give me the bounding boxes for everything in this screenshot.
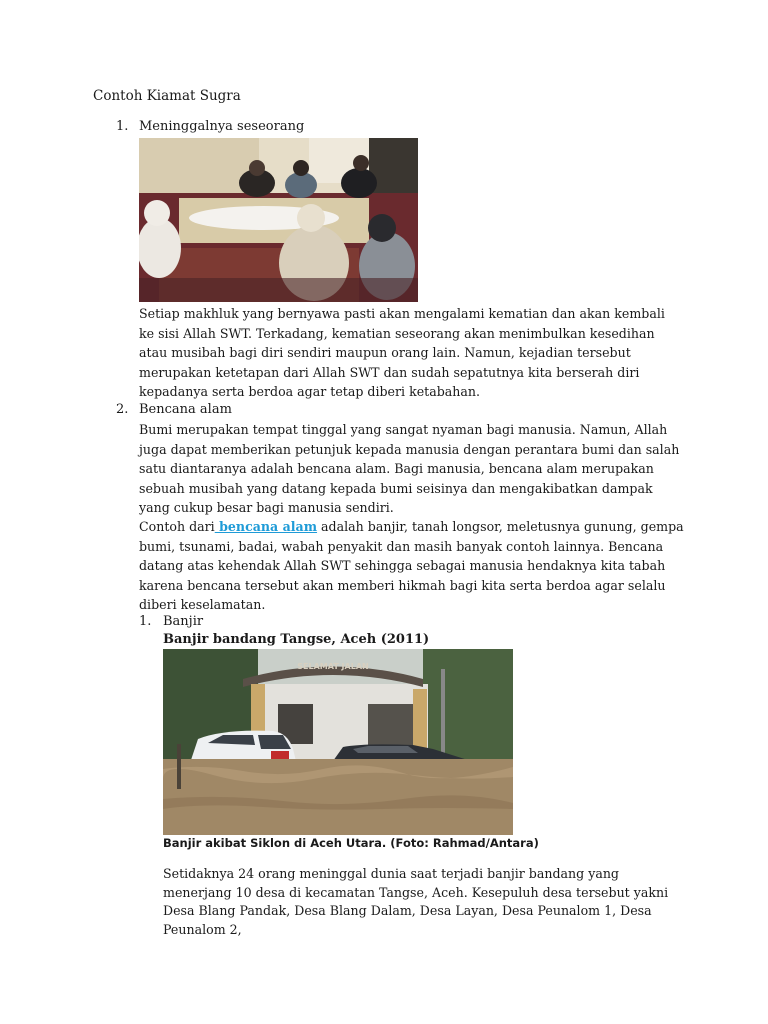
paragraph-2-prefix: Contoh dari [139,519,215,534]
item-2-paragraph-1: Bumi merupakan tempat tinggal yang sangat nyaman bagi manusia. Namun, Allah juga dapat memberikan petunjuk kepada manusia dengan perantara bumi dan salah satu diantaranya adalah bencana alam. Bagi manusia, bencana alam merupakan sebuah musibah yang datang kepada bumi seisinya dan mengakibatkan dampak yang cukup besar bagi manusia sendiri. [139,422,680,515]
document-title: Contoh Kiamat Sugra [93,88,241,104]
paragraph-2-suffix: adalah banjir, tanah longsor, meletusnya gunung, gempa bumi, tsunami, badai, wabah penyakit dan masih banyak contoh lainnya. Bencana datang atas kehendak Allah SWT sehingga sebagai manusia hendaknya kita tabah karena bencana tersebut akan memberi hikmah bagi kita serta berdoa agar selalu diberi keselamatan. [139,519,684,612]
flood-photo [163,649,513,835]
flood-heading: Banjir bandang Tangse, Aceh (2011) [163,632,430,647]
item-1-label: Meninggalnya seseorang [139,119,305,134]
sublist-number-1: 1. [139,614,152,629]
list-number-2: 2. [116,402,129,417]
photo-sign-text: SELAMAT JALAN [297,662,369,671]
flood-paragraph: Setidaknya 24 orang meninggal dunia saat terjadi banjir bandang yang menerjang 10 desa di kecamatan Tangse, Aceh. Kesepuluh desa tersebut yakni Desa Blang Pandak, Desa Blang Dalam, Desa Layan, Desa Peunalom 1, Desa Peunalom 2, [163,866,669,937]
bencana-alam-link[interactable]: bencana alam [214,519,318,534]
sub-item-1-label: Banjir [163,614,204,629]
item-1-paragraph: Setiap makhluk yang bernyawa pasti akan mengalami kematian dan akan kembali ke sisi Allah SWT. Terkadang, kematian seseorang akan menimbulkan kesedihan atau musibah bagi diri sendiri maupun orang lain. Namun, kejadian tersebut merupakan ketetapan dari Allah SWT dan sudah sepatutnya kita berserah diri kepadanya serta berdoa agar tetap diberi ketabahan. [139,306,665,399]
item-2-label: Bencana alam [139,402,232,417]
flood-photo-caption: Banjir akibat Siklon di Aceh Utara. (Foto: Rahmad/Antara) [163,836,539,850]
funeral-photo [139,138,418,302]
list-number-1: 1. [116,119,129,134]
item-2-paragraph-2 [139,517,687,615]
